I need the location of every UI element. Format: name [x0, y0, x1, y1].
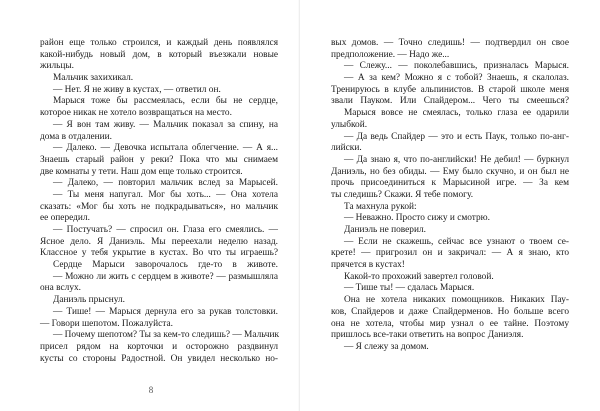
- text-line: сказать: «Мог бы хоть не подкрадываться», но мальчик: [40, 201, 278, 212]
- text-line: вых домов. — Точно следишь! — подтвердил он свое: [331, 38, 569, 48]
- text-line: прячется в кустах!: [331, 260, 405, 271]
- text-line: присел рядом на корточки и осторожно раздвинул: [40, 341, 278, 352]
- text-line: звали Пауком. Или Спайдером... Чего ты смеешься?: [331, 96, 569, 107]
- text-line: район еще только строился, и каждый день появлялся: [40, 38, 278, 48]
- text-line: — Нет. Я не живу в кустах, — ответил он.: [53, 84, 221, 95]
- text-line: Ясное дело. Я Даниэль. Мы переехали неделю назад.: [40, 236, 278, 247]
- text-line: предположение. — Надо же...: [331, 49, 450, 60]
- text-line: — Да ведь Спайдер — это и есть Паук, только по-анг-: [344, 131, 569, 142]
- text-line: Марыся тоже бы рассмеялась, если бы не сердце,: [53, 96, 278, 107]
- text-line: Знаешь старый район у реки? Пока что мы снимаем: [40, 154, 278, 165]
- left-page-text: [40, 38, 278, 365]
- text-line: — Неважно. Просто сижу и смотрю.: [344, 213, 490, 224]
- text-line: дома в отдалении.: [40, 131, 112, 142]
- text-line: — Тише! — Марыся дернула его за рукав толстовки.: [53, 306, 278, 317]
- text-line: Сердце Марыси заворочалось где-то в животе.: [53, 260, 278, 271]
- text-line: — Можно ли жить с сердцем в животе? — размышляла: [53, 271, 278, 282]
- text-line: ков, Спайдеров и даже Спайдерменов. Но больше всего: [331, 306, 569, 317]
- text-line: Классное у тебя укрытие в кустах. Во что ты играешь?: [40, 248, 278, 259]
- text-line: две комнаты у тети. Наш дом еще только строится.: [40, 166, 243, 177]
- text-line: она вслух.: [40, 283, 82, 294]
- text-line: жильцы.: [40, 61, 74, 72]
- text-line: Марыся вовсе не смеялась, только глаза ее одарили: [344, 108, 569, 119]
- text-line: лийски.: [331, 143, 362, 154]
- text-line: пришлось все-таки ответить на вопрос Даниэля.: [331, 330, 524, 341]
- page-number: 8: [148, 385, 154, 395]
- text-line: Даниэль не поверил.: [344, 225, 426, 235]
- text-line: крете! — пригрозил он и закричал: — А я знаю, кто: [331, 248, 569, 259]
- text-line: — Далеко. — Девочка испытала облегчение. — А я...: [53, 143, 278, 154]
- text-line: прочь присоединиться к Марысиной игре. — За кем: [331, 178, 569, 189]
- text-line: Та махнула рукой:: [344, 201, 417, 212]
- text-line: Она не хотела никаких помощников. Никаких Пау-: [344, 295, 569, 306]
- text-line: — Постучать? — спросил он. Глаза его смеялись. —: [53, 225, 278, 235]
- text-line: Мальчик захихикал.: [53, 73, 134, 84]
- text-line: ее опередил.: [40, 213, 90, 224]
- text-line: которое никак не хотело возвращаться на место.: [40, 108, 232, 119]
- text-line: — Да знаю я, что по-английски! Не дебил! — буркнул: [344, 154, 569, 165]
- text-line: — Если не скажешь, сейчас все узнают о твоем се-: [344, 236, 569, 247]
- text-line: — Я вон там живу. — Мальчик показал за спину, на: [53, 119, 278, 130]
- text-line: — Тише ты! — сдалась Марыся.: [344, 283, 475, 294]
- text-line: она не хотела, чтобы мир узнал о ее тайне. Поэтому: [331, 318, 569, 329]
- right-page: [300, 0, 600, 411]
- text-line: — Слежу... — поколебавшись, призналась Марыся.: [344, 61, 569, 72]
- text-line: — А за кем? Можно я с тобой? Знаешь, я скалолаз.: [344, 73, 569, 84]
- text-line: — Я слежу за домом.: [344, 341, 429, 352]
- right-page-text: [331, 38, 569, 354]
- text-line: Даниэль, но без обиды. — Ему было скучно, и он был не: [331, 166, 569, 177]
- text-line: какой-нибудь новый дом, в который въезжали новые: [40, 49, 278, 60]
- text-line: — Ты меня напугал. Мог бы хоть... — Она хотела: [53, 189, 278, 200]
- text-line: — Далеко, — повторил мальчик вслед за Марысей.: [53, 178, 278, 189]
- text-line: — Почему шепотом? Ты за кем-то следишь? — Мальчик: [53, 330, 280, 341]
- text-line: Какой-то прохожий завертел головой.: [344, 271, 494, 282]
- text-line: кусты со стороны Радостной. Он увидел несколько но-: [40, 353, 278, 364]
- text-line: улыбкой.: [331, 119, 368, 130]
- text-line: — Говори шепотом. Пожалуйста.: [40, 318, 173, 329]
- text-line: Даниэль прыснул.: [53, 295, 125, 306]
- text-line: ты следишь? Скажи. Я тебе помогу.: [331, 189, 474, 200]
- text-line: Тренируюсь в клубе альпинистов. В старой школе меня: [331, 84, 569, 95]
